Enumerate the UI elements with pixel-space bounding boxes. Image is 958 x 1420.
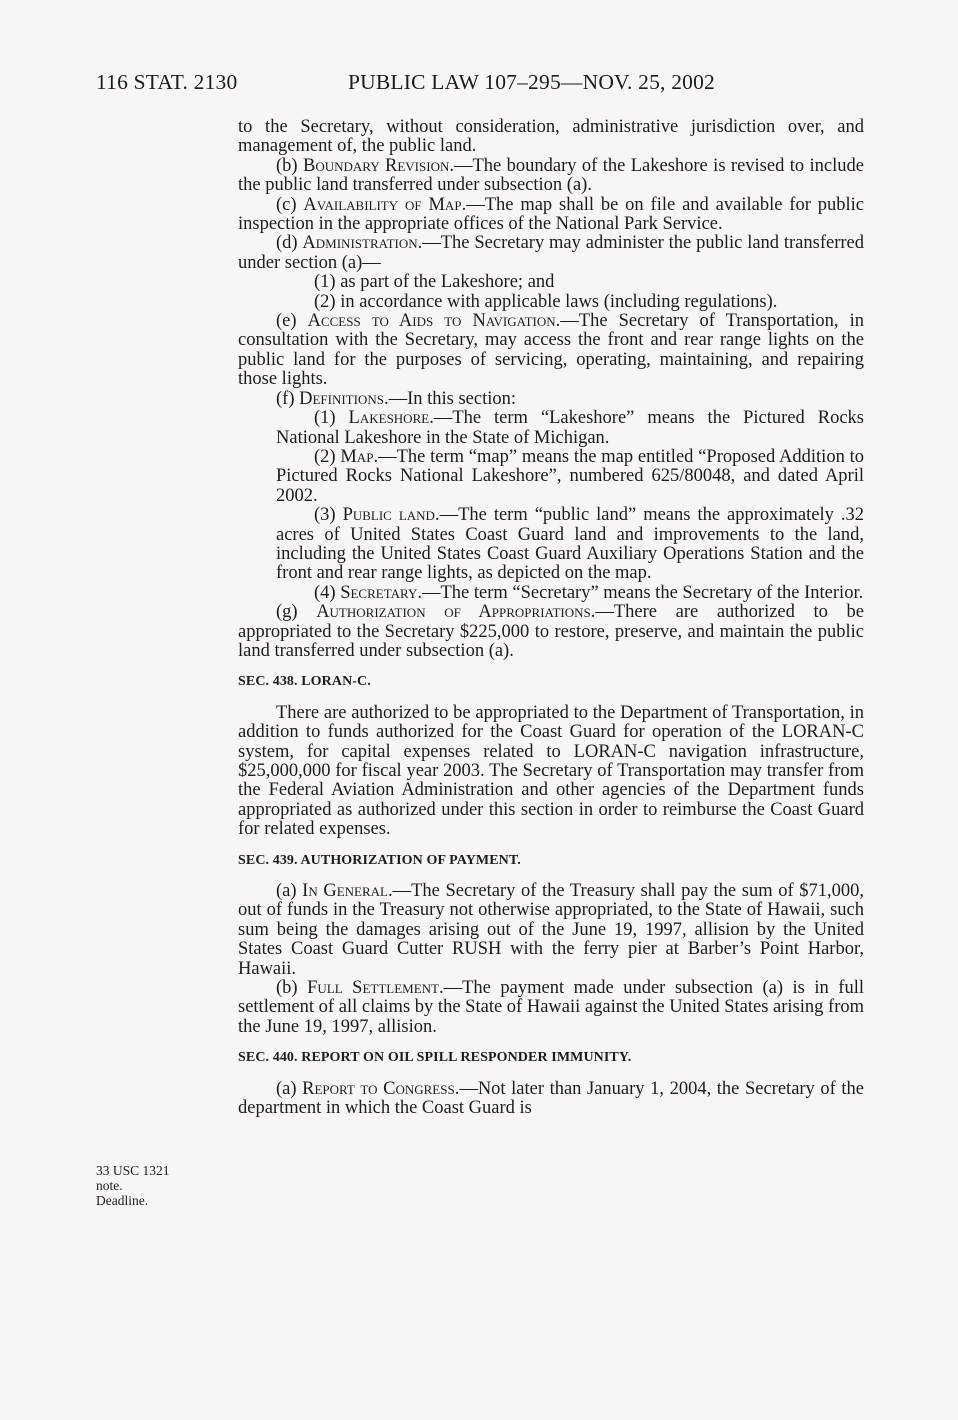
subsection-e: (e) Access to Aids to Navigation.—The Secretary of Transportation, in consultation with the Secretary, may access the front and rear range lights on the public land for the purposes of servicing, operating, maintaining, and repairing those lights. (238, 311, 864, 390)
paragraph-d2: (2) in accordance with applicable laws (including regulations). (314, 291, 778, 312)
paragraph-f1: (1) Lakeshore.—The term “Lakeshore” means the Pictured Rocks National Lakeshore in the State of Michigan. (276, 408, 864, 448)
section-440-a: (a) Report to Congress.—Not later than January 1, 2004, the Secretary of the department in which the Coast Guard is (238, 1078, 864, 1119)
margin-note (96, 1163, 216, 1208)
subsection-heading: Full Settlement (307, 978, 439, 999)
section-438-text: There are authorized to be appropriated to the Department of Transportation, in addition to funds authorized for the Coast Guard for operation of the LORAN-C system, for capital expenses related to LORAN-C navigation infrastructure, $25,000,000 for fiscal year 2003. The Secretary of Transportation may transfer from the Federal Aviation Administration and other agencies of the Department funds appropriated as authorized under this section in order to reimburse the Coast Guard for related expenses. (238, 702, 864, 840)
subsection-heading: Authorization of Appropriations (316, 602, 591, 623)
paragraph-heading: Map (340, 446, 374, 467)
page-reference: 116 STAT. 2130 (96, 70, 238, 94)
paragraph-f4: (4) Secretary.—The term “Secretary” means the Secretary of the Interior. (314, 582, 864, 603)
subsection-heading: Report to Congress (302, 1078, 455, 1099)
subsection-d: (d) Administration.—The Secretary may administer the public land transferred under section (a)— (238, 233, 865, 273)
section-heading-440: SEC. 440. REPORT ON OIL SPILL RESPONDER IMMUNITY. (238, 1050, 632, 1066)
subsection-heading: In General (302, 881, 388, 902)
section-heading-439: SEC. 439. AUTHORIZATION OF PAYMENT. (238, 852, 521, 868)
paragraph-heading: Public land (342, 505, 435, 526)
paragraph-continuation: to the Secretary, without consideration, administrative jurisdiction over, and management of, the public land. (238, 117, 864, 157)
paragraph-f2: (2) Map.—The term “map” means the map entitled “Proposed Addition to Pictured Rocks National Lakeshore”, numbered 625/80048, and dated April 2002. (276, 446, 864, 506)
margin-note-citation: 33 USC 1321 (96, 1163, 170, 1178)
subsection-heading: Boundary Revision (302, 155, 450, 176)
paragraph-d1: (1) as part of the Lakeshore; and (314, 272, 555, 293)
margin-note-deadline: Deadline. (96, 1193, 149, 1208)
section-439-b: (b) Full Settlement.—The payment made under subsection (a) is in full settlement of all claims by the State of Hawaii against the United States arising from the June 19, 1997, allision. (238, 978, 864, 1037)
subsection-heading: Definitions (299, 388, 384, 409)
subsection-heading: Access to Aids to Navigation (307, 311, 556, 332)
subsection-f: (f) Definitions.—In this section: (276, 388, 517, 409)
paragraph-heading: Lakeshore (348, 408, 430, 429)
subsection-c: (c) Availability of Map.—The map shall be on file and available for public inspection in the appropriate offices of the National Park Service. (238, 194, 864, 235)
subsection-b: (b) Boundary Revision.—The boundary of the Lakeshore is revised to include the public land transferred under subsection (a). (238, 155, 864, 196)
paragraph-heading: Secretary (340, 582, 418, 603)
law-reference: PUBLIC LAW 107–295—NOV. 25, 2002 (348, 70, 716, 94)
section-heading-438: SEC. 438. LORAN-C. (238, 674, 371, 690)
margin-note-note: note. (96, 1178, 123, 1193)
section-439-a: (a) In General.—The Secretary of the Treasury shall pay the sum of $71,000, out of funds in the Treasury not otherwise appropriated, to the State of Hawaii, such sum being the damages arising out of the June 19, 1997, allision by the United States Coast Guard Cutter RUSH with the ferry pier at Barber’s Point Harbor, Hawaii. (238, 881, 864, 979)
document-body (238, 118, 864, 1119)
subsection-heading: Availability of Map (303, 194, 462, 215)
subsection-g: (g) Authorization of Appropriations.—There are authorized to be appropriated to the Secretary $225,000 to restore, preserve, and maintain the public land transferred under subsection (a). (238, 602, 864, 661)
paragraph-f3: (3) Public land.—The term “public land” means the approximately .32 acres of United States Coast Guard land and improvements to the land, including the United States Coast Guard Auxiliary Operations Station and the front and rear range lights, as depicted on the map. (276, 505, 864, 584)
subsection-heading: Administration (302, 233, 418, 254)
